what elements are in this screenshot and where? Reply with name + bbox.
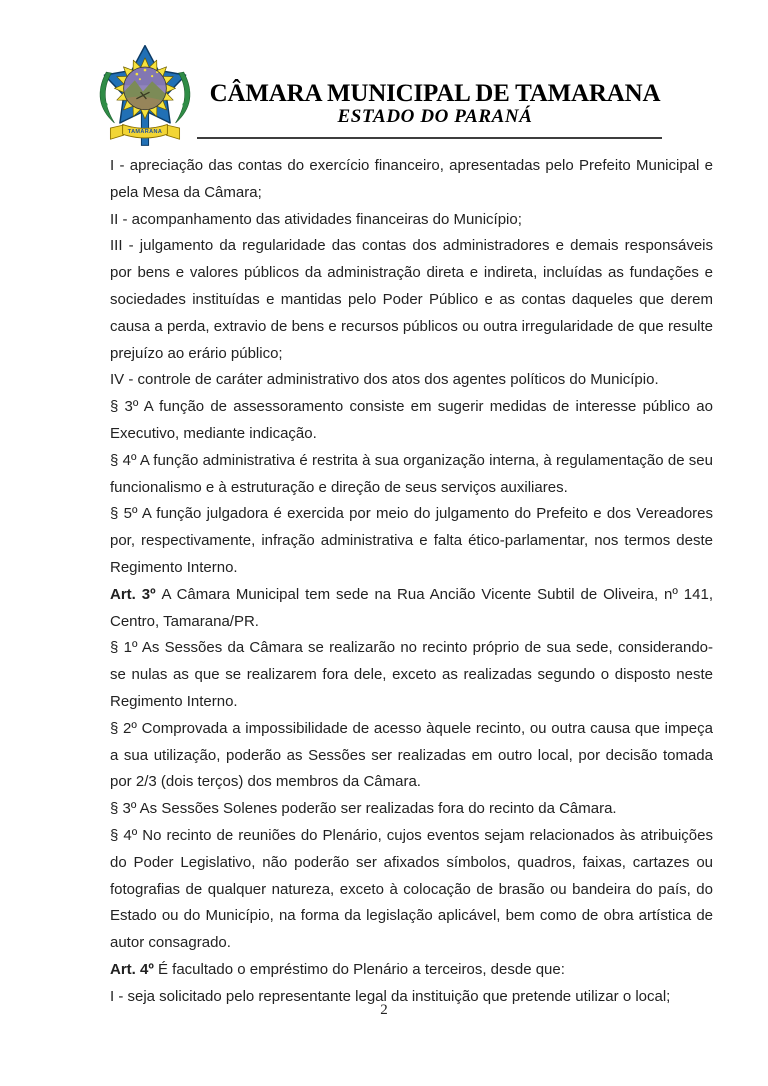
paragraph: I - seja solicitado pelo representante legal da instituição que pretende utilizar o local; bbox=[110, 987, 671, 1005]
article-number: Art. 3º bbox=[110, 585, 162, 603]
org-title: CÂMARA MUNICIPAL DE TAMARANA bbox=[209, 80, 661, 107]
logo-banner-text: TAMARANA bbox=[127, 129, 163, 136]
paragraph: § 4º No recinto de reuniões do Plenário, cujos eventos sejam relacionados às atribuições do Poder Legislativo, não poderão ser afixados símbolos, quadros, faixas, cartazes ou fotografias de qualquer natureza, exceto à colocação de brasão ou bandeira do país, do Estado ou do Município, na forma da legislação aplicável, bem como de obra artística de autor consagrado. bbox=[110, 826, 713, 952]
header-divider bbox=[197, 137, 662, 139]
org-subtitle: ESTADO DO PARANÁ bbox=[337, 106, 533, 127]
paragraph: § 3º As Sessões Solenes poderão ser realizadas fora do recinto da Câmara. bbox=[110, 800, 617, 818]
paragraph: IV - controle de caráter administrativo dos atos dos agentes políticos do Município. bbox=[110, 371, 659, 389]
paragraph: I - apreciação das contas do exercício financeiro, apresentadas pelo Prefeito Municipal e pela Mesa da Câmara; bbox=[110, 157, 713, 201]
article-number: Art. 4º bbox=[110, 960, 158, 978]
paragraph: Art. 3º A Câmara Municipal tem sede na Rua Ancião Vicente Subtil de Oliveira, nº 141, Centro, Tamarana/PR. bbox=[110, 585, 713, 630]
paragraph: § 5º A função julgadora é exercida por meio do julgamento do Prefeito e dos Vereadores por, respectivamente, infração administrativa e falta ético-parlamentar, nos termos deste Regimento Interno. bbox=[110, 505, 713, 576]
document-body bbox=[110, 153, 713, 1011]
paragraph: II - acompanhamento das atividades financeiras do Município; bbox=[110, 210, 522, 228]
paragraph: § 1º As Sessões da Câmara se realizarão no recinto próprio de sua sede, considerando-se nulas as que se realizarem fora dele, exceto as realizadas segundo o disposto neste Regimento Interno. bbox=[110, 639, 713, 710]
paragraph: § 2º Comprovada a impossibilidade de acesso àquele recinto, ou outra causa que impeça a sua utilização, poderão as Sessões ser realizadas em outro local, por decisão tomada por 2/3 (dois terços) dos membros da Câmara. bbox=[110, 719, 713, 791]
paragraph: III - julgamento da regularidade das contas dos administradores e demais responsáveis por bens e valores públicos da administração direta e indireta, incluídas as fundações e sociedades instituídas e mantidas pelo Poder Público e as contas daqueles que derem causa a perda, extravio de bens e recursos públicos ou outra irregularidade de que resulte prejuízo ao erário público; bbox=[110, 237, 713, 362]
page-footer bbox=[0, 1002, 768, 1019]
page-number: 2 bbox=[380, 1002, 388, 1018]
paragraph: Art. 4º É facultado o empréstimo do Plenário a terceiros, desde que: bbox=[110, 960, 565, 978]
letterhead-text bbox=[175, 80, 695, 128]
paragraph: § 4º A função administrativa é restrita à sua organização interna, à regulamentação de seu funcionalismo e à estruturação e direção de seus serviços auxiliares. bbox=[110, 451, 713, 496]
paragraph: § 3º A função de assessoramento consiste em sugerir medidas de interesse público ao Executivo, mediante indicação. bbox=[110, 398, 713, 442]
